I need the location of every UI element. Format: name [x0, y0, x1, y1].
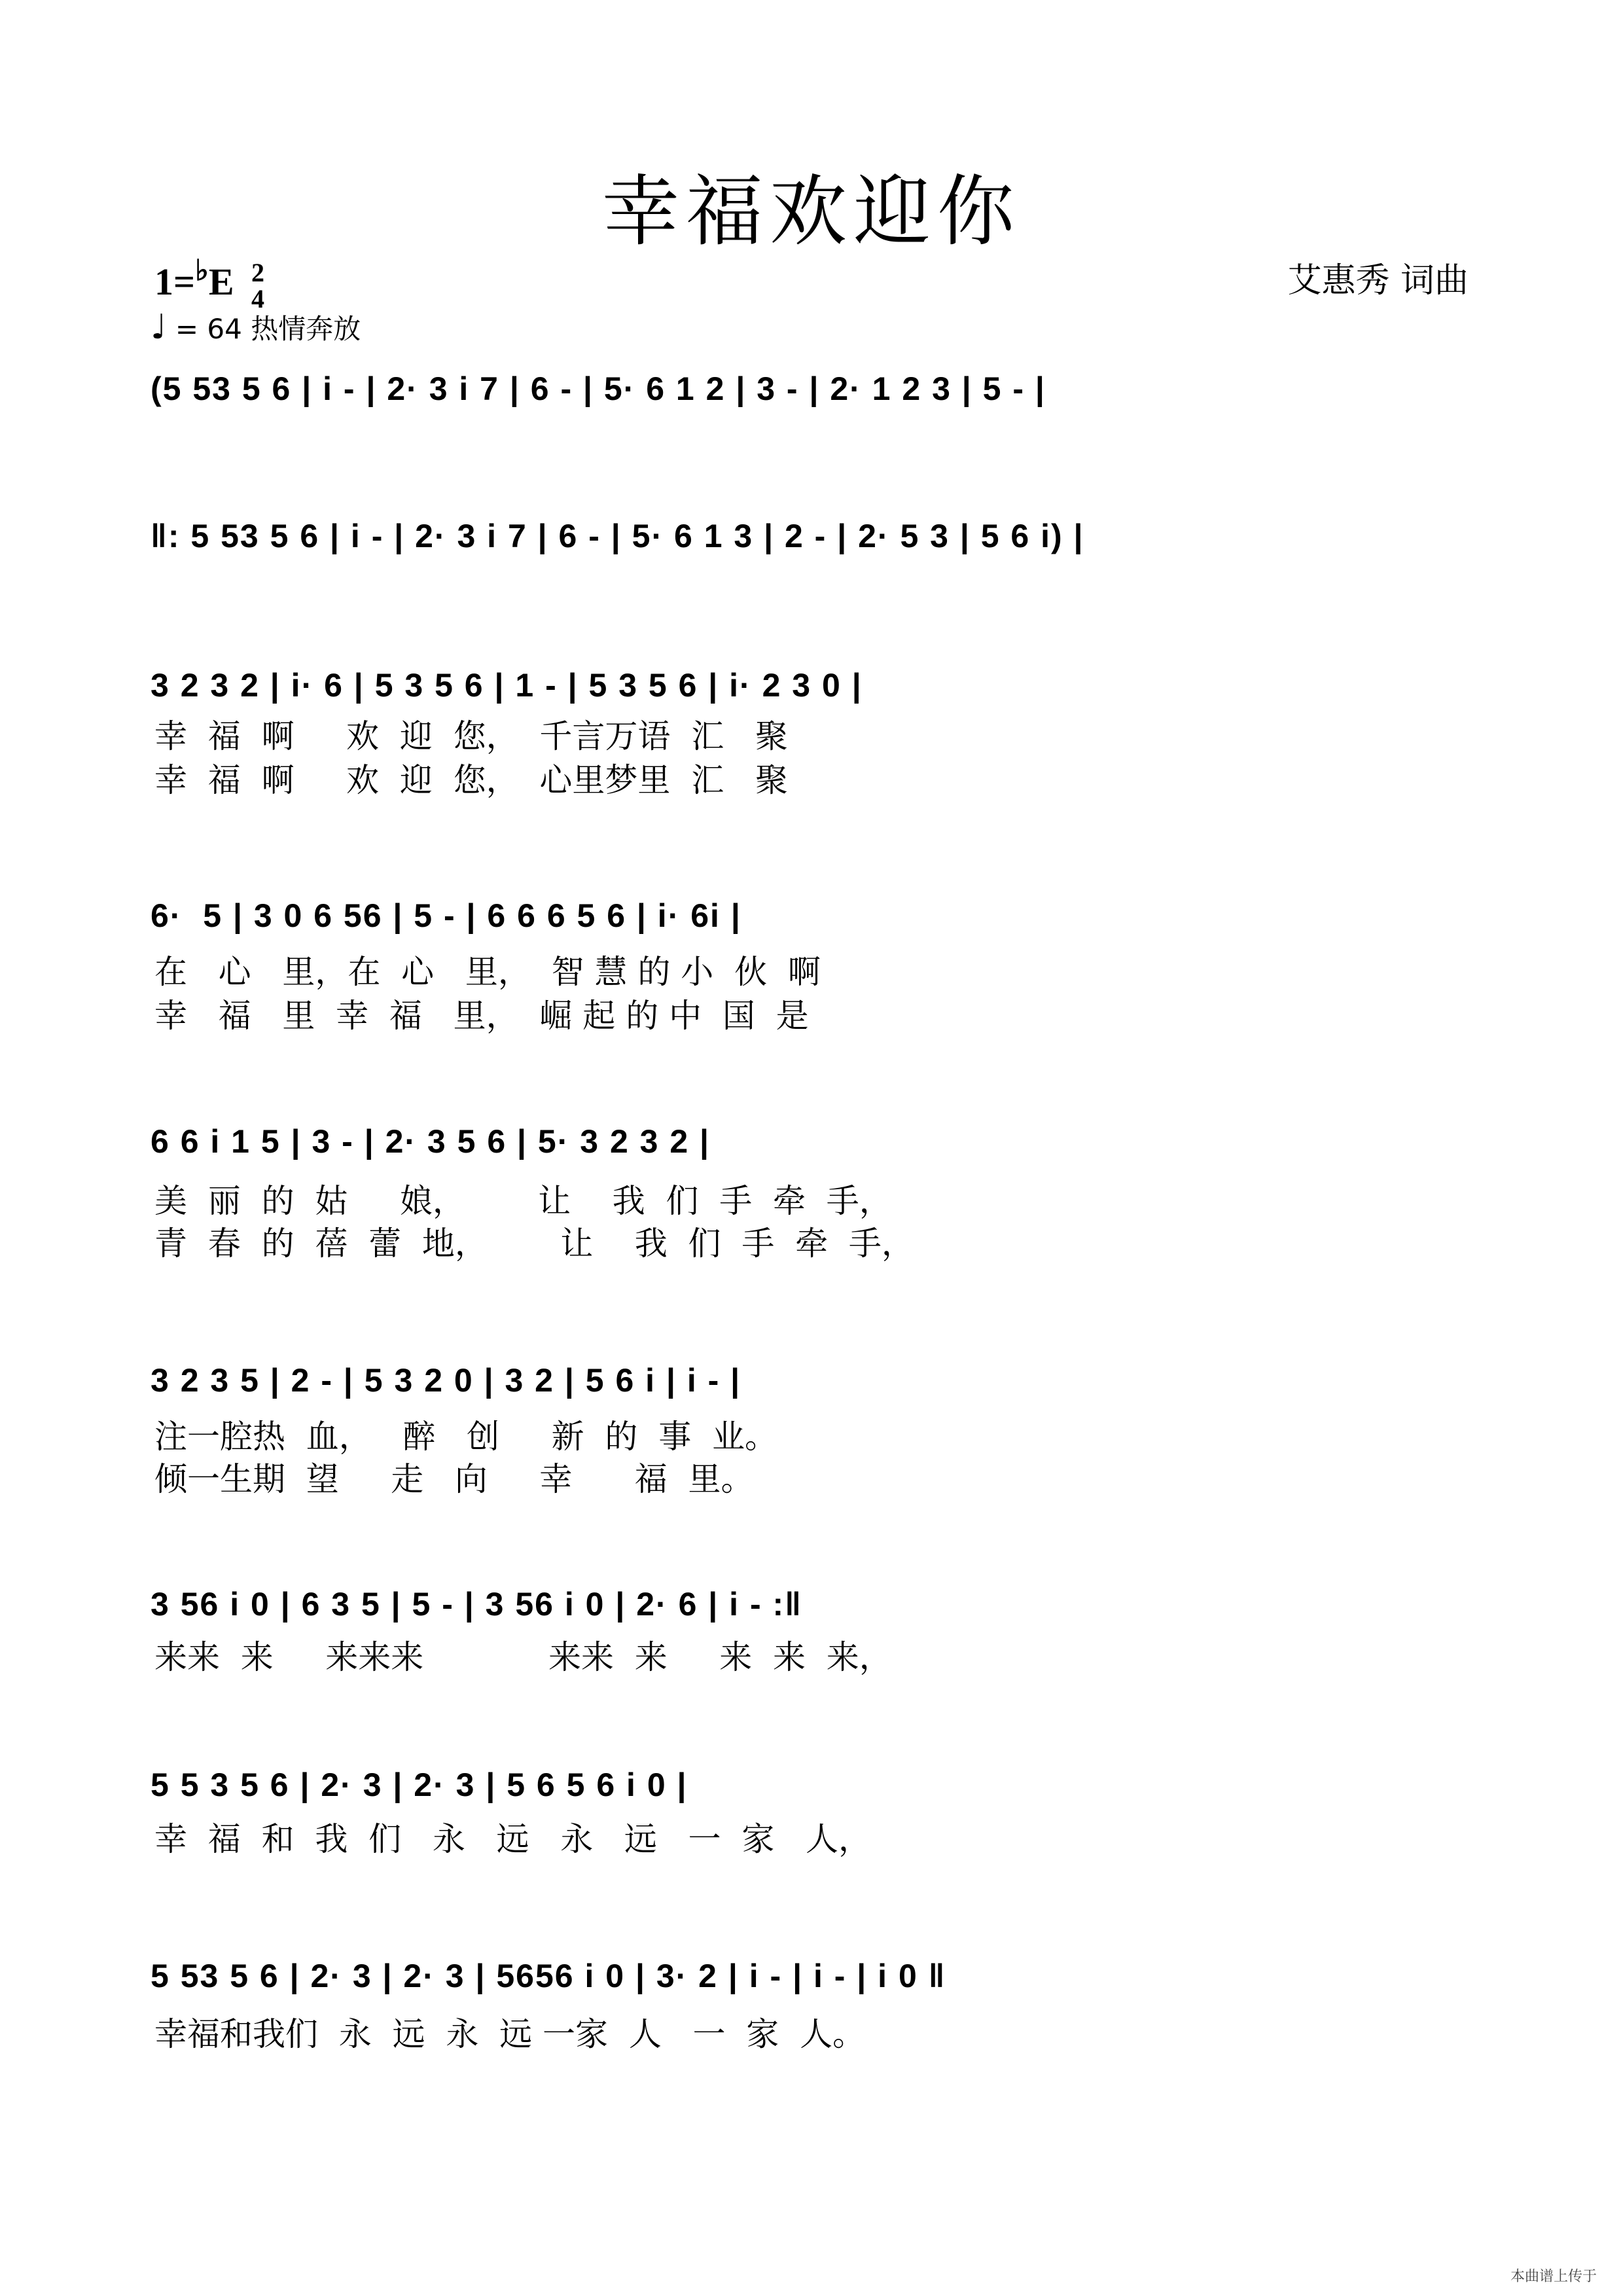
key-note: E [208, 260, 234, 303]
lyrics-verse-1: 在 心 里，在 心 里， 智 慧 的 小 伙 啊 [154, 953, 821, 991]
page-title: 幸福欢迎你 [601, 166, 1021, 257]
tempo-marking [151, 308, 361, 347]
lyrics-verse-2: 幸 福 里 幸 福 里， 崛 起 的 中 国 是 [154, 997, 809, 1035]
upload-credit: 本曲谱上传于 [1510, 2269, 1597, 2285]
time-signature [251, 260, 264, 312]
lyrics-verse-1: 幸福和我们 永 远 永 远 一家 人 一 家 人。 [154, 2015, 866, 2053]
time-bottom: 4 [251, 284, 265, 314]
lyrics-verse-2: 幸 福 啊 欢 迎 您， 心里梦里 汇 聚 [154, 761, 788, 799]
notes: 3 56 i 0 | 6 3 5 | 5 - | 3 56 i 0 | 2· 6 | i - :‖ [151, 1586, 803, 1623]
flat-symbol: ♭ [195, 255, 209, 287]
lyrics-verse-1: 幸 福 啊 欢 迎 您， 千言万语 汇 聚 [154, 717, 788, 755]
notes: (5 53 5 6 | i - | 2· 3 i 7 | 6 - | 5· 6 1 2 | 3 - | 2· 1 2 3 | 5 - | [151, 370, 1046, 407]
tempo-value: = 64 [175, 313, 242, 345]
key-prefix: 1= [154, 260, 196, 303]
tempo-expression: 热情奔放 [251, 313, 361, 345]
notes: 5 53 5 6 | 2· 3 | 2· 3 | 5656 i 0 | 3· 2 | i - | i - | i 0 ‖ [151, 1958, 946, 1994]
lyrics-verse-1: 幸 福 和 我 们 永 远 永 远 一 家 人， [154, 1820, 872, 1858]
notation-row [151, 370, 1472, 435]
notes: 3 2 3 5 | 2 - | 5 3 2 0 | 3 2 | 5 6 i | i - | [151, 1362, 741, 1399]
lyrics-verse-1: 注一腔热 血， 醉 创 新 的 事 业。 [154, 1418, 777, 1456]
key-signature [154, 254, 264, 312]
lyrics-verse-1: 来来 来 来来来 来来 来 来 来 来， [154, 1638, 892, 1676]
notes: 3 2 3 2 | i· 6 | 5 3 5 6 | 1 - | 5 3 5 6 | i· 2 3 0 | [151, 667, 863, 704]
quarter-note-icon: ♩ [151, 308, 167, 347]
lyrics-verse-2: 倾一生期 望 走 向 幸 福 里。 [154, 1460, 754, 1498]
lyrics-verse-1: 美 丽 的 姑 娘， 让 我 们 手 牵 手， [154, 1182, 892, 1220]
notes: 6 6 i 1 5 | 3 - | 2· 3 5 6 | 5· 3 2 3 2 | [151, 1123, 711, 1160]
lyrics-verse-2: 青 春 的 蓓 蕾 地， 让 我 们 手 牵 手， [154, 1225, 914, 1263]
notes: 6· 5 | 3 0 6 56 | 5 - | 6 6 6 5 6 | i· 6i | [151, 897, 741, 934]
notes: ‖: 5 53 5 6 | i - | 2· 3 i 7 | 6 - | 5· 6 1 3 | 2 - | 2· 5 3 | 5 6 i) | [151, 518, 1084, 554]
notes: 5 5 3 5 6 | 2· 3 | 2· 3 | 5 6 5 6 i 0 | [151, 1767, 688, 1803]
time-top: 2 [251, 258, 265, 287]
composer-credit: 艾惠秀 词曲 [1287, 261, 1469, 300]
notation-row [151, 517, 1472, 583]
